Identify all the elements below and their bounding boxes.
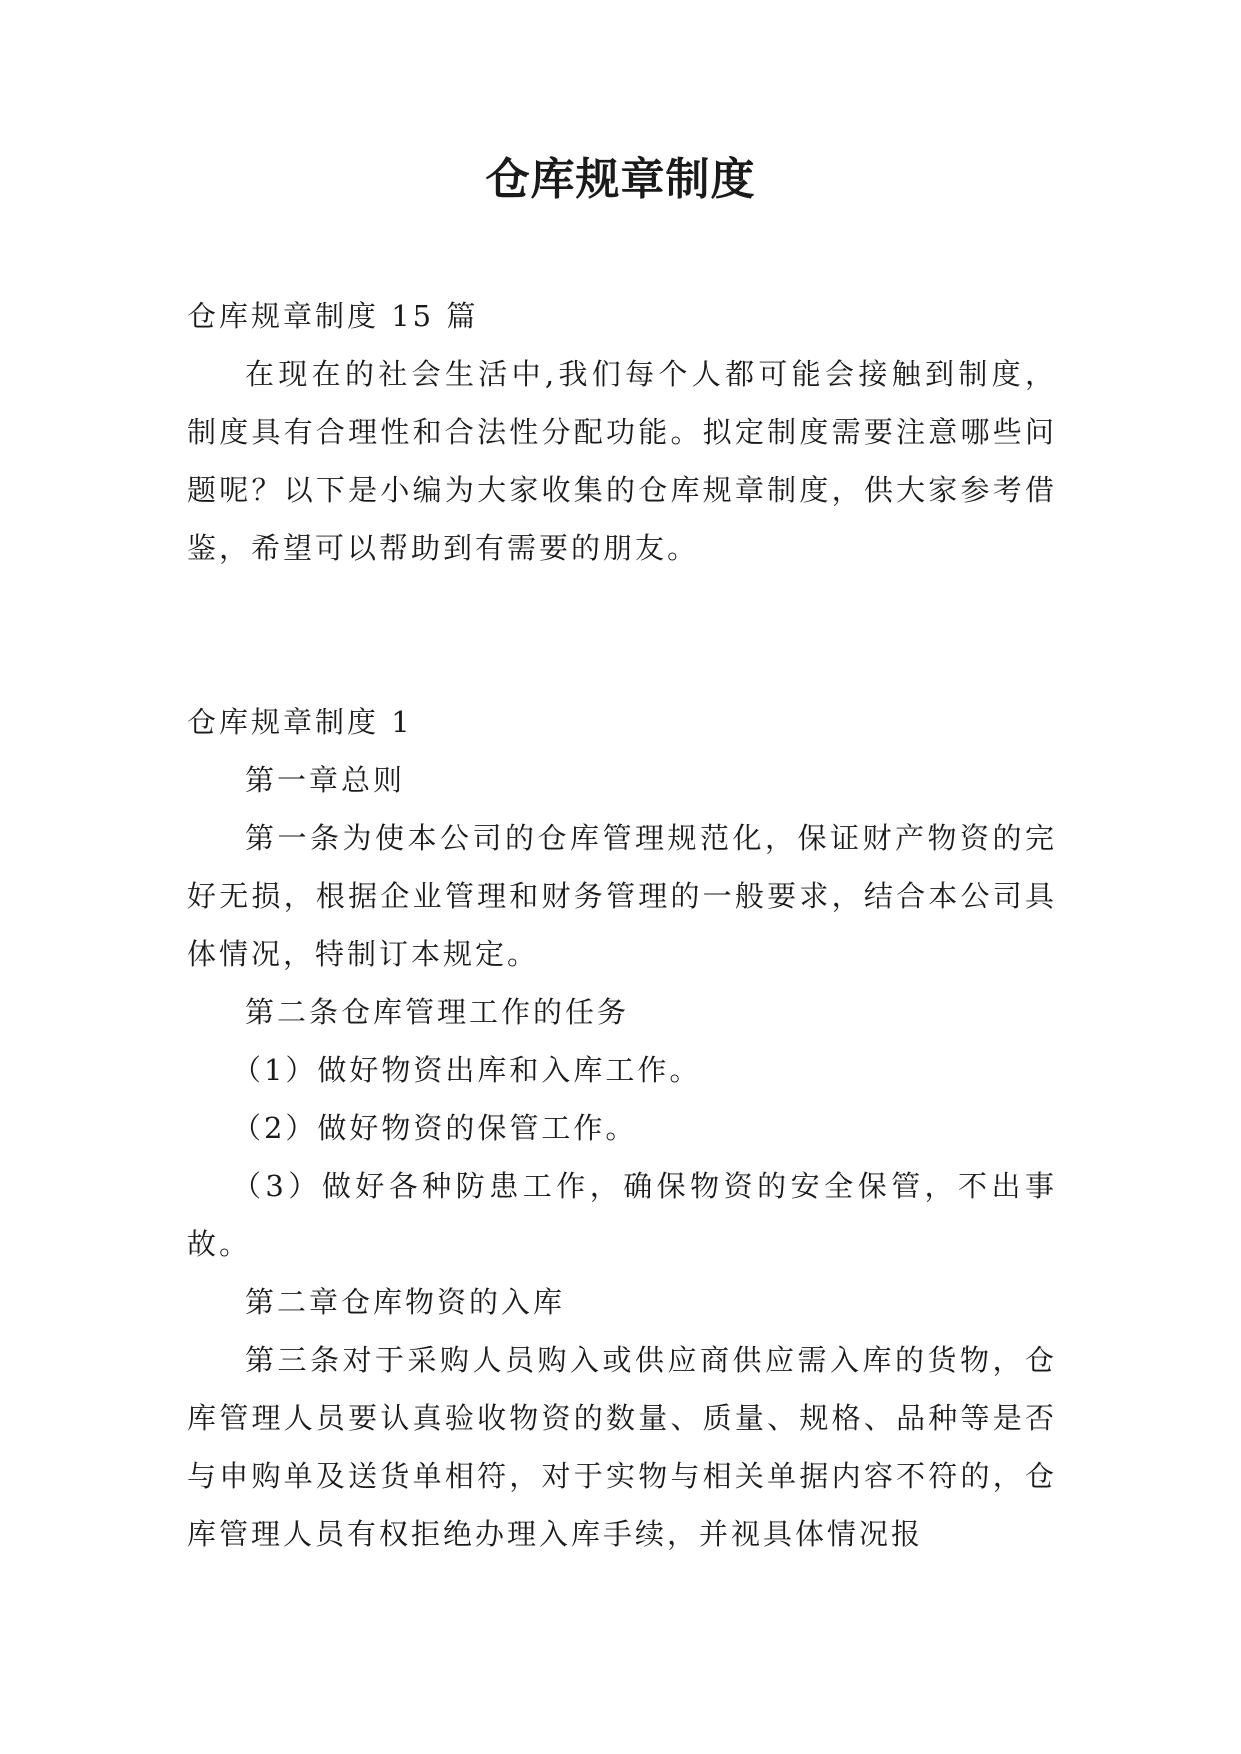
section-spacer <box>187 577 1057 693</box>
chapter-heading-1: 第一章总则 <box>245 763 406 797</box>
document-body <box>187 287 1057 1563</box>
list-item-1: （1）做好物资出库和入库工作。 <box>231 1053 702 1087</box>
article-2: 第二条仓库管理工作的任务 <box>245 995 630 1029</box>
list-item-3: （3）做好各种防患工作，确保物资的安全保管，不出事故。 <box>187 1169 1057 1261</box>
document-subtitle: 仓库规章制度 15 篇 <box>187 299 479 333</box>
article-3: 第三条对于采购人员购入或供应商供应需入库的货物，仓库管理人员要认真验收物资的数量、质量、规格、品种等是否与申购单及送货单相符，对于实物与相关单据内容不符的，仓库管理人员有权拒绝办理入库手续，并视具体情况报 <box>187 1343 1057 1551</box>
section-heading: 仓库规章制度 1 <box>187 705 413 739</box>
document-title: 仓库规章制度 <box>485 154 756 205</box>
intro-paragraph: 在现在的社会生活中,我们每个人都可能会接触到制度，制度具有合理性和合法性分配功能。拟定制度需要注意哪些问题呢？以下是小编为大家收集的仓库规章制度，供大家参考借鉴，希望可以帮助到有需要的朋友。 <box>187 357 1057 565</box>
chapter-heading-2: 第二章仓库物资的入库 <box>245 1285 566 1319</box>
article-1: 第一条为使本公司的仓库管理规范化，保证财产物资的完好无损，根据企业管理和财务管理的一般要求，结合本公司具体情况，特制订本规定。 <box>187 821 1057 971</box>
list-item-2: （2）做好物资的保管工作。 <box>231 1111 638 1145</box>
